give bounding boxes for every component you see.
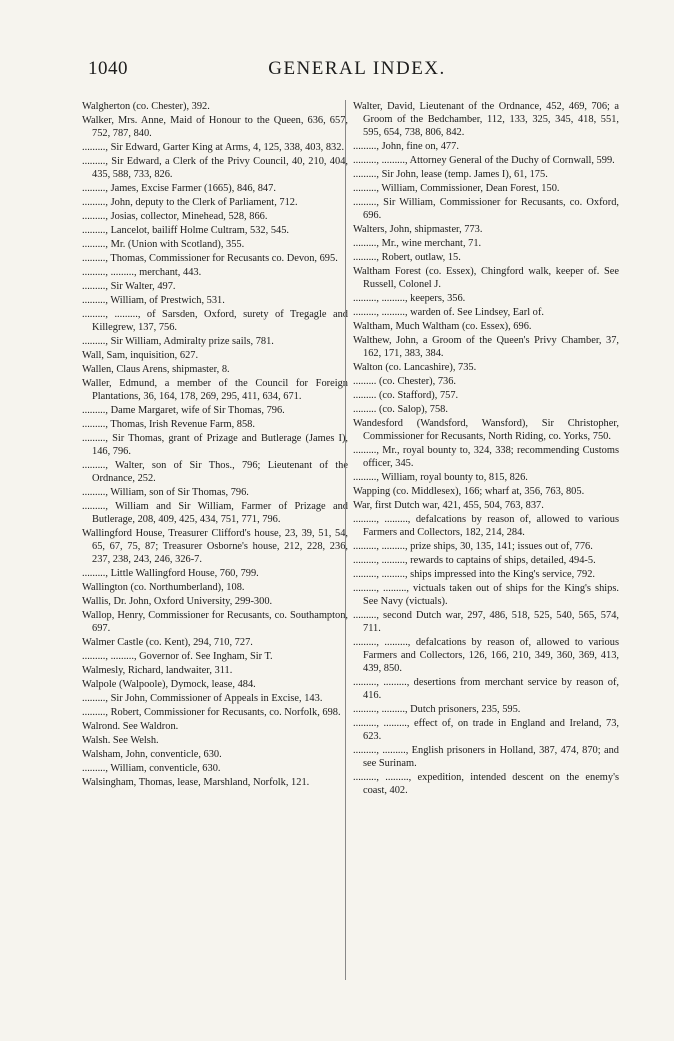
index-entry: ........., ........., effect of, on trade in England and Ireland, 73, 623. <box>353 718 619 742</box>
index-entry: ........., John, deputy to the Clerk of Parliament, 712. <box>82 197 298 208</box>
index-entry: Wallis, Dr. John, Oxford University, 299-300. <box>82 596 273 607</box>
index-entry: Wall, Sam, inquisition, 627. <box>82 350 199 361</box>
page-title: GENERAL INDEX. <box>268 58 446 79</box>
index-entry: ........., Sir Edward, Garter King at Arms, 4, 125, 338, 403, 832. <box>82 142 345 153</box>
index-entry: ........., second Dutch war, 297, 486, 518, 525, 540, 565, 574, 711. <box>353 610 619 634</box>
index-entry: ........., Thomas, Commissioner for Recusants co. Devon, 695. <box>82 253 338 264</box>
index-entry: ........., ........., warden of. See Lindsey, Earl of. <box>353 307 544 318</box>
index-entry: ........., Mr., wine merchant, 71. <box>353 238 482 249</box>
index-entry: ........., Mr. (Union with Scotland), 355. <box>82 239 245 250</box>
index-entry: ........., ........., desertions from merchant service by reason of, 416. <box>353 677 619 701</box>
index-entry: ........., William, of Prestwich, 531. <box>82 295 225 306</box>
index-entry: ........., ........., keepers, 356. <box>353 293 466 304</box>
index-entry: ........., ........., merchant, 443. <box>82 267 202 278</box>
page-number: 1040 <box>88 58 128 79</box>
index-entry: ........., ........., defalcations by reason of, allowed to various Farmers and Collectors, 126, 166, 210, 349, 360, 369, 413, 439, 850. <box>353 637 619 674</box>
index-entry: ........., Dame Margaret, wife of Sir Thomas, 796. <box>82 405 285 416</box>
index-entry: Wandesford (Wandsford, Wansford), Sir Christopher, Commissioner for Recusants, North Riding, co. Yorks, 750. <box>353 418 619 442</box>
index-entry: Walpole (Walpoole), Dymock, lease, 484. <box>82 679 256 690</box>
index-entry: Walsham, John, conventicle, 630. <box>82 749 222 760</box>
index-entry: ........., William, Commissioner, Dean Forest, 150. <box>353 183 560 194</box>
index-entry: ........., Sir William, Admiralty prize sails, 781. <box>82 336 274 347</box>
column-divider <box>345 100 346 980</box>
index-entry: Walton (co. Lancashire), 735. <box>353 362 477 373</box>
index-entry: ........., Robert, Commissioner for Recusants, co. Norfolk, 698. <box>82 707 341 718</box>
index-entry: ........., ........., English prisoners in Holland, 387, 474, 870; and see Surinam. <box>353 745 619 769</box>
index-entry: Walrond. See Waldron. <box>82 721 179 732</box>
index-entry: ........., Sir Walter, 497. <box>82 281 176 292</box>
index-entry: ........., Sir John, lease (temp. James I), 61, 175. <box>353 169 548 180</box>
index-entry: Wapping (co. Middlesex), 166; wharf at, 356, 763, 805. <box>353 486 585 497</box>
index-entry: ......... (co. Stafford), 757. <box>353 390 459 401</box>
index-entry: ........., ........., defalcations by reason of, allowed to various Farmers and Collectors, 182, 214, 284. <box>353 514 619 538</box>
index-entry: ........., ........., prize ships, 30, 135, 141; issues out of, 776. <box>353 541 593 552</box>
index-entry: ........., ........., Attorney General of the Duchy of Cornwall, 599. <box>353 155 615 166</box>
index-entry: Walsingham, Thomas, lease, Marshland, Norfolk, 121. <box>82 777 310 788</box>
index-entry: ........., Sir William, Commissioner for Recusants, co. Oxford, 696. <box>353 197 619 221</box>
index-entry: Walsh. See Welsh. <box>82 735 159 746</box>
index-entry: ........., James, Excise Farmer (1665), 846, 847. <box>82 183 276 194</box>
index-entry: ........., Little Wallingford House, 760, 799. <box>82 568 259 579</box>
index-entry: ........., ........., victuals taken out of ships for the King's ships. See Navy (victuals). <box>353 583 619 607</box>
index-entry: ........., ........., ships impressed into the King's service, 792. <box>353 569 595 580</box>
index-entry: ......... (co. Chester), 736. <box>353 376 457 387</box>
index-entry: ........., William and Sir William, Farmer of Prizage and Butlerage, 208, 409, 425, 434, 751, 771, 796. <box>82 501 348 525</box>
index-entry: ........., ........., of Sarsden, Oxford, surety of Tregagle and Killegrew, 137, 756. <box>82 309 348 333</box>
index-entry: Wallington (co. Northumberland), 108. <box>82 582 245 593</box>
index-entry: ........., ........., expedition, intended descent on the enemy's coast, 402. <box>353 772 619 796</box>
index-entry: ........., ........., Dutch prisoners, 235, 595. <box>353 704 521 715</box>
index-entry: ........., Walter, son of Sir Thos., 796; Lieutenant of the Ordnance, 252. <box>82 460 348 484</box>
index-column-right <box>353 100 619 798</box>
index-entry: ........., Sir Edward, a Clerk of the Privy Council, 40, 210, 404, 435, 588, 733, 826. <box>82 156 348 180</box>
index-entry: Walmer Castle (co. Kent), 294, 710, 727. <box>82 637 253 648</box>
index-entry: ........., Mr., royal bounty to, 324, 338; recommending Customs officer, 345. <box>353 445 619 469</box>
index-entry: War, first Dutch war, 421, 455, 504, 763, 837. <box>353 500 544 511</box>
index-entry: Waltham Forest (co. Essex), Chingford walk, keeper of. See Russell, Colonel J. <box>353 266 619 290</box>
index-entry: ........., ........., Governor of. See Ingham, Sir T. <box>82 651 273 662</box>
index-entry: ......... (co. Salop), 758. <box>353 404 448 415</box>
index-entry: Wallingford House, Treasurer Clifford's house, 23, 39, 51, 54, 65, 67, 75, 87; Treasurer Osborne's house, 212, 228, 236, 237, 238, 243, 246, 326-7. <box>82 528 348 565</box>
index-entry: ........., John, fine on, 477. <box>353 141 459 152</box>
index-entry: ........., William, royal bounty to, 815, 826. <box>353 472 528 483</box>
index-entry: Walters, John, shipmaster, 773. <box>353 224 483 235</box>
index-entry: Walker, Mrs. Anne, Maid of Honour to the Queen, 636, 657, 752, 787, 840. <box>82 115 348 139</box>
index-entry: Walmesly, Richard, landwaiter, 311. <box>82 665 233 676</box>
index-entry: ........., Thomas, Irish Revenue Farm, 858. <box>82 419 255 430</box>
index-entry: Waltham, Much Waltham (co. Essex), 696. <box>353 321 532 332</box>
index-entry: ........., Sir Thomas, grant of Prizage and Butlerage (James I), 146, 796. <box>82 433 348 457</box>
index-entry: Walgherton (co. Chester), 392. <box>82 101 210 112</box>
index-entry: Walter, David, Lieutenant of the Ordnance, 452, 469, 706; a Groom of the Bedchamber, 112, 133, 325, 345, 418, 551, 595, 654, 738, 806, 842. <box>353 101 619 138</box>
index-entry: ........., Sir John, Commissioner of Appeals in Excise, 143. <box>82 693 323 704</box>
index-entry: ........., William, conventicle, 630. <box>82 763 221 774</box>
index-entry: Waller, Edmund, a member of the Council for Foreign Plantations, 36, 164, 178, 269, 295, 411, 634, 671. <box>82 378 348 402</box>
index-entry: ........., ........., rewards to captains of ships, detailed, 494-5. <box>353 555 596 566</box>
index-entry: ........., Josias, collector, Minehead, 528, 866. <box>82 211 268 222</box>
index-entry: ........., Robert, outlaw, 15. <box>353 252 461 263</box>
index-entry: ........., Lancelot, bailiff Holme Cultram, 532, 545. <box>82 225 290 236</box>
index-entry: Wallen, Claus Arens, shipmaster, 8. <box>82 364 230 375</box>
index-column-left <box>82 100 348 790</box>
index-entry: Wallop, Henry, Commissioner for Recusants, co. Southampton, 697. <box>82 610 348 634</box>
index-entry: Walthew, John, a Groom of the Queen's Privy Chamber, 37, 162, 171, 383, 384. <box>353 335 619 359</box>
index-entry: ........., William, son of Sir Thomas, 796. <box>82 487 249 498</box>
